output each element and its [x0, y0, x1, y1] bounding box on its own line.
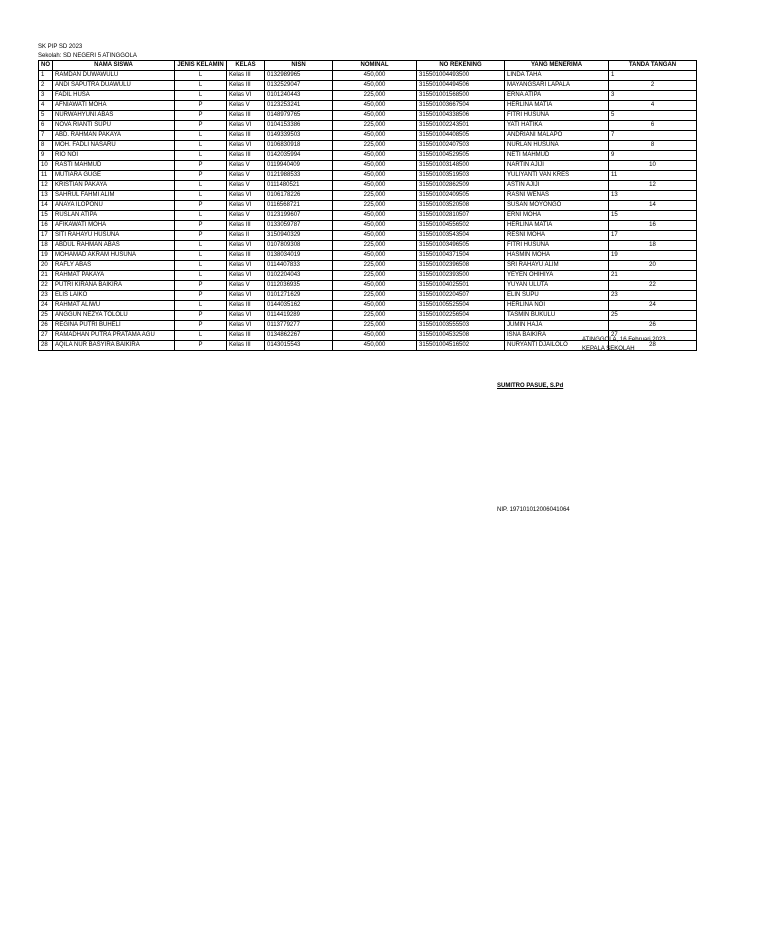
signer-name: SUMITRO PASUE, S.Pd: [497, 383, 564, 389]
cell-nisn: 0114419289: [265, 311, 333, 321]
cell-jenis-kelamin: P: [175, 111, 227, 121]
cell-no-rekening: 315501002409505: [417, 191, 505, 201]
cell-nisn: 0148979765: [265, 111, 333, 121]
cell-no: 12: [39, 181, 53, 191]
cell-no: 11: [39, 171, 53, 181]
cell-no-rekening: 315501005525504: [417, 301, 505, 311]
cell-nominal: 450,000: [333, 81, 417, 91]
cell-nisn: 0104153386: [265, 121, 333, 131]
cell-yang-menerima: HERLINA MATIA: [505, 221, 609, 231]
cell-no-rekening: 315501003519503: [417, 171, 505, 181]
cell-tanda-tangan: 22: [609, 281, 697, 291]
cell-no-rekening: 315501004371504: [417, 251, 505, 261]
table-row: [39, 291, 697, 301]
cell-yang-menerima: YATI HATIKA: [505, 121, 609, 131]
cell-kelas: Kelas VI: [227, 271, 265, 281]
cell-nominal: 225,000: [333, 291, 417, 301]
cell-tanda-tangan: 5: [609, 111, 697, 121]
cell-nominal: 450,000: [333, 211, 417, 221]
cell-tanda-tangan: 28: [609, 341, 697, 351]
cell-nisn: 0134862267: [265, 331, 333, 341]
cell-kelas: Kelas VI: [227, 291, 265, 301]
cell-jenis-kelamin: P: [175, 101, 227, 111]
column-header-no-rekening: NO REKENING: [417, 61, 505, 71]
cell-nama-siswa: RAHMAT ALIWU: [53, 301, 175, 311]
cell-tanda-tangan: 9: [609, 151, 697, 161]
cell-no-rekening: 315501004532508: [417, 331, 505, 341]
cell-jenis-kelamin: L: [175, 271, 227, 281]
table-row: [39, 121, 697, 131]
cell-nama-siswa: RAMADHAN PUTRA PRATAMA AGU: [53, 331, 175, 341]
cell-kelas: Kelas V: [227, 211, 265, 221]
cell-tanda-tangan: 27: [609, 331, 697, 341]
cell-yang-menerima: YUYAN ULUTA: [505, 281, 609, 291]
cell-kelas: Kelas II: [227, 231, 265, 241]
table-row: [39, 191, 697, 201]
signer-nip: NIP. 197101012006041064: [497, 507, 570, 513]
cell-no: 1: [39, 71, 53, 81]
cell-kelas: Kelas VI: [227, 91, 265, 101]
cell-tanda-tangan: 4: [609, 101, 697, 111]
cell-kelas: Kelas VI: [227, 321, 265, 331]
cell-no-rekening: 315501004516502: [417, 341, 505, 351]
cell-nominal: 450,000: [333, 231, 417, 241]
cell-tanda-tangan: 17: [609, 231, 697, 241]
cell-no-rekening: 315501004025501: [417, 281, 505, 291]
cell-kelas: Kelas V: [227, 161, 265, 171]
cell-yang-menerima: ISNA BAIKIRA: [505, 331, 609, 341]
table-row: [39, 261, 697, 271]
table-row: [39, 281, 697, 291]
table-row: [39, 241, 697, 251]
cell-yang-menerima: JUMIN HAJA: [505, 321, 609, 331]
cell-kelas: Kelas VI: [227, 121, 265, 131]
cell-nama-siswa: RIO NOI: [53, 151, 175, 161]
cell-yang-menerima: ERNI MOHA: [505, 211, 609, 221]
cell-no: 27: [39, 331, 53, 341]
cell-tanda-tangan: 10: [609, 161, 697, 171]
column-header-nominal: NOMINAL: [333, 61, 417, 71]
cell-tanda-tangan: 25: [609, 311, 697, 321]
table-row: [39, 311, 697, 321]
cell-nama-siswa: AQILA NUR BASYIRA BAIKIRA: [53, 341, 175, 351]
cell-nominal: 450,000: [333, 171, 417, 181]
cell-nisn: 0142035994: [265, 151, 333, 161]
cell-nominal: 450,000: [333, 331, 417, 341]
cell-kelas: Kelas VI: [227, 261, 265, 271]
cell-yang-menerima: SRI RAHAYU ALIM: [505, 261, 609, 271]
cell-tanda-tangan: 3: [609, 91, 697, 101]
cell-no: 24: [39, 301, 53, 311]
cell-tanda-tangan: 20: [609, 261, 697, 271]
cell-tanda-tangan: 21: [609, 271, 697, 281]
cell-jenis-kelamin: P: [175, 341, 227, 351]
cell-yang-menerima: YEYEN OHIHIYA: [505, 271, 609, 281]
cell-jenis-kelamin: P: [175, 281, 227, 291]
column-header-nama-siswa: NAMA SISWA: [53, 61, 175, 71]
cell-no-rekening: 315501002256504: [417, 311, 505, 321]
cell-nominal: 450,000: [333, 131, 417, 141]
table-body: [39, 71, 697, 351]
cell-jenis-kelamin: L: [175, 251, 227, 261]
cell-no: 2: [39, 81, 53, 91]
cell-yang-menerima: RESNI MOHA: [505, 231, 609, 241]
cell-kelas: Kelas V: [227, 181, 265, 191]
table-row: [39, 91, 697, 101]
cell-no: 23: [39, 291, 53, 301]
cell-nisn: 0138034019: [265, 251, 333, 261]
signer-role: KEPALA SEKOLAH: [582, 346, 635, 352]
table-row: [39, 201, 697, 211]
cell-tanda-tangan: 23: [609, 291, 697, 301]
table-row: [39, 71, 697, 81]
column-header-kelas: KELAS: [227, 61, 265, 71]
cell-nisn: 0144035162: [265, 301, 333, 311]
column-header-yang-menerima: YANG MENERIMA: [505, 61, 609, 71]
cell-no: 14: [39, 201, 53, 211]
signature-block: [582, 336, 666, 354]
cell-no: 4: [39, 101, 53, 111]
cell-jenis-kelamin: L: [175, 91, 227, 101]
cell-nama-siswa: RAHMAT PAKAYA: [53, 271, 175, 281]
cell-nisn: 0123253241: [265, 101, 333, 111]
cell-no: 19: [39, 251, 53, 261]
cell-nisn: 0106178226: [265, 191, 333, 201]
cell-no: 13: [39, 191, 53, 201]
cell-nama-siswa: ELIS LAIKO: [53, 291, 175, 301]
cell-nominal: 225,000: [333, 201, 417, 211]
cell-nisn: 0113779277: [265, 321, 333, 331]
cell-jenis-kelamin: P: [175, 291, 227, 301]
cell-nama-siswa: NURWAHYUNI ABAS: [53, 111, 175, 121]
table-row: [39, 181, 697, 191]
cell-kelas: Kelas VI: [227, 201, 265, 211]
cell-yang-menerima: LINDA TAHA: [505, 71, 609, 81]
cell-jenis-kelamin: L: [175, 141, 227, 151]
cell-nama-siswa: PUTRI KIRANA BAIKIRA: [53, 281, 175, 291]
recipient-table: [38, 60, 697, 351]
cell-tanda-tangan: 18: [609, 241, 697, 251]
cell-tanda-tangan: 7: [609, 131, 697, 141]
cell-jenis-kelamin: P: [175, 221, 227, 231]
cell-kelas: Kelas III: [227, 151, 265, 161]
cell-yang-menerima: FITRI HUSUNA: [505, 111, 609, 121]
cell-yang-menerima: NETI MAHMUD: [505, 151, 609, 161]
cell-tanda-tangan: 12: [609, 181, 697, 191]
cell-nama-siswa: ANGGUN NEZYA TOLOLU: [53, 311, 175, 321]
cell-yang-menerima: ASTIN AJIJI: [505, 181, 609, 191]
cell-nominal: 450,000: [333, 111, 417, 121]
cell-tanda-tangan: 6: [609, 121, 697, 131]
place-date: ATINGGOLA, 16 Februari 2023: [582, 337, 666, 343]
cell-no-rekening: 315501004494506: [417, 81, 505, 91]
cell-nama-siswa: AFNIAWATI MOHA: [53, 101, 175, 111]
cell-nominal: 225,000: [333, 311, 417, 321]
cell-nominal: 450,000: [333, 161, 417, 171]
cell-yang-menerima: HASMIN MOHA: [505, 251, 609, 261]
cell-tanda-tangan: 13: [609, 191, 697, 201]
column-header-jenis-kelamin: JENIS KELAMIN: [175, 61, 227, 71]
cell-nisn: 0101271629: [265, 291, 333, 301]
cell-no-rekening: 315501002862509: [417, 181, 505, 191]
cell-no-rekening: 315501004493500: [417, 71, 505, 81]
cell-no-rekening: 315501002810507: [417, 211, 505, 221]
cell-kelas: Kelas III: [227, 251, 265, 261]
cell-nama-siswa: REGINA PUTRI BUHELI: [53, 321, 175, 331]
table-row: [39, 231, 697, 241]
cell-jenis-kelamin: L: [175, 131, 227, 141]
table-row: [39, 81, 697, 91]
cell-nisn: 0111480521: [265, 181, 333, 191]
cell-jenis-kelamin: P: [175, 121, 227, 131]
cell-jenis-kelamin: L: [175, 331, 227, 341]
cell-no: 9: [39, 151, 53, 161]
cell-tanda-tangan: 24: [609, 301, 697, 311]
cell-no-rekening: 315501001568500: [417, 91, 505, 101]
cell-tanda-tangan: 1: [609, 71, 697, 81]
cell-nominal: 225,000: [333, 241, 417, 251]
cell-nisn: 0102204043: [265, 271, 333, 281]
cell-no-rekening: 315501002204507: [417, 291, 505, 301]
table-row: [39, 321, 697, 331]
cell-no: 5: [39, 111, 53, 121]
cell-nama-siswa: AFIKAWATI MOHA: [53, 221, 175, 231]
cell-yang-menerima: ERNA ATIPA: [505, 91, 609, 101]
cell-no: 17: [39, 231, 53, 241]
cell-nama-siswa: MOH. FADLI NASARU: [53, 141, 175, 151]
cell-tanda-tangan: 11: [609, 171, 697, 181]
cell-nominal: 450,000: [333, 251, 417, 261]
table-header-row: [39, 61, 697, 71]
cell-jenis-kelamin: L: [175, 81, 227, 91]
cell-nisn: 0132529047: [265, 81, 333, 91]
cell-jenis-kelamin: L: [175, 211, 227, 221]
cell-no: 10: [39, 161, 53, 171]
cell-nisn: 0106830918: [265, 141, 333, 151]
cell-nama-siswa: ABD. RAHMAN PAKAYA: [53, 131, 175, 141]
header-school: Sekolah: SD NEGERI 5 ATINGGOLA: [38, 52, 137, 59]
cell-kelas: Kelas III: [227, 301, 265, 311]
cell-kelas: Kelas III: [227, 131, 265, 141]
cell-jenis-kelamin: P: [175, 231, 227, 241]
cell-yang-menerima: FITRI HUSUNA: [505, 241, 609, 251]
cell-no-rekening: 315501003520508: [417, 201, 505, 211]
cell-nisn: 0123199607: [265, 211, 333, 221]
cell-no: 22: [39, 281, 53, 291]
cell-no: 6: [39, 121, 53, 131]
cell-no-rekening: 315501004529505: [417, 151, 505, 161]
cell-kelas: Kelas III: [227, 111, 265, 121]
cell-tanda-tangan: 15: [609, 211, 697, 221]
cell-nominal: 225,000: [333, 121, 417, 131]
cell-no: 20: [39, 261, 53, 271]
column-header-no: NO: [39, 61, 53, 71]
cell-nominal: 225,000: [333, 91, 417, 101]
cell-kelas: Kelas III: [227, 71, 265, 81]
cell-tanda-tangan: 2: [609, 81, 697, 91]
cell-nama-siswa: ANDI SAPUTRA DUAWULU: [53, 81, 175, 91]
cell-nominal: 450,000: [333, 71, 417, 81]
cell-kelas: Kelas VI: [227, 141, 265, 151]
cell-kelas: Kelas V: [227, 171, 265, 181]
cell-yang-menerima: NARTIN AJIJI: [505, 161, 609, 171]
cell-no-rekening: 315501003543504: [417, 231, 505, 241]
cell-no: 7: [39, 131, 53, 141]
cell-nominal: 450,000: [333, 341, 417, 351]
cell-nominal: 450,000: [333, 181, 417, 191]
cell-no: 28: [39, 341, 53, 351]
cell-yang-menerima: MAYANGSARI LAPALA: [505, 81, 609, 91]
cell-tanda-tangan: 26: [609, 321, 697, 331]
cell-kelas: Kelas III: [227, 81, 265, 91]
cell-no-rekening: 315501004408505: [417, 131, 505, 141]
table-row: [39, 161, 697, 171]
cell-nama-siswa: RAFLY ABAS: [53, 261, 175, 271]
cell-no-rekening: 315501002396508: [417, 261, 505, 271]
cell-no: 16: [39, 221, 53, 231]
cell-nama-siswa: MUTIARA GUGE: [53, 171, 175, 181]
cell-jenis-kelamin: P: [175, 321, 227, 331]
cell-yang-menerima: RASNI WENAS: [505, 191, 609, 201]
cell-nama-siswa: NOVA RIANTI SUPU: [53, 121, 175, 131]
cell-nama-siswa: FADIL HUSA: [53, 91, 175, 101]
cell-jenis-kelamin: P: [175, 201, 227, 211]
cell-yang-menerima: YULIYANTI VAN KRES: [505, 171, 609, 181]
cell-tanda-tangan: 14: [609, 201, 697, 211]
table-row: [39, 101, 697, 111]
cell-jenis-kelamin: L: [175, 151, 227, 161]
cell-jenis-kelamin: P: [175, 171, 227, 181]
table-row: [39, 221, 697, 231]
cell-jenis-kelamin: L: [175, 71, 227, 81]
cell-nisn: 0101240443: [265, 91, 333, 101]
cell-kelas: Kelas VI: [227, 191, 265, 201]
cell-jenis-kelamin: L: [175, 191, 227, 201]
cell-nisn: 0132989965: [265, 71, 333, 81]
cell-nominal: 450,000: [333, 151, 417, 161]
cell-kelas: Kelas VI: [227, 311, 265, 321]
document-header: [38, 43, 137, 60]
cell-yang-menerima: HERLINA NOI: [505, 301, 609, 311]
cell-kelas: Kelas V: [227, 101, 265, 111]
cell-kelas: Kelas VI: [227, 241, 265, 251]
cell-yang-menerima: HERLINA MATIA: [505, 101, 609, 111]
cell-jenis-kelamin: P: [175, 161, 227, 171]
cell-nisn: 0149339503: [265, 131, 333, 141]
header-title: SK PIP SD 2023: [38, 44, 83, 50]
cell-nama-siswa: SAHRUL FAHMI ALIM: [53, 191, 175, 201]
table-row: [39, 251, 697, 261]
cell-yang-menerima: NURLAN HUSUNA: [505, 141, 609, 151]
cell-no-rekening: 315501004556502: [417, 221, 505, 231]
cell-yang-menerima: TASMIN BUKULU: [505, 311, 609, 321]
cell-nominal: 450,000: [333, 281, 417, 291]
cell-nisn: 0112036935: [265, 281, 333, 291]
column-header-nisn: NISN: [265, 61, 333, 71]
cell-nominal: 450,000: [333, 221, 417, 231]
cell-no: 21: [39, 271, 53, 281]
cell-nama-siswa: ANAYA ILOPONU: [53, 201, 175, 211]
cell-tanda-tangan: 16: [609, 221, 697, 231]
cell-kelas: Kelas III: [227, 221, 265, 231]
cell-no-rekening: 315501003148500: [417, 161, 505, 171]
cell-nominal: 225,000: [333, 271, 417, 281]
cell-nama-siswa: ABDUL RAHMAN ABAS: [53, 241, 175, 251]
cell-no-rekening: 315501002407503: [417, 141, 505, 151]
cell-no-rekening: 315501004338506: [417, 111, 505, 121]
cell-nominal: 450,000: [333, 101, 417, 111]
cell-no-rekening: 315501003496505: [417, 241, 505, 251]
cell-nisn: 0116568721: [265, 201, 333, 211]
table-row: [39, 271, 697, 281]
cell-yang-menerima: ANDRIANI MALAPO: [505, 131, 609, 141]
cell-no: 8: [39, 141, 53, 151]
table-row: [39, 131, 697, 141]
cell-yang-menerima: SUSAN MOYONGO: [505, 201, 609, 211]
cell-no: 18: [39, 241, 53, 251]
cell-nama-siswa: RASTI MAHMUD: [53, 161, 175, 171]
cell-nominal: 225,000: [333, 141, 417, 151]
cell-jenis-kelamin: L: [175, 181, 227, 191]
cell-tanda-tangan: 19: [609, 251, 697, 261]
cell-nominal: 225,000: [333, 321, 417, 331]
cell-nisn: 0143015543: [265, 341, 333, 351]
column-header-tanda-tangan: TANDA TANGAN: [609, 61, 697, 71]
cell-no: 3: [39, 91, 53, 101]
table-row: [39, 111, 697, 121]
cell-nisn: 0119940409: [265, 161, 333, 171]
cell-nisn: 0133059787: [265, 221, 333, 231]
cell-nisn: 0114407833: [265, 261, 333, 271]
cell-jenis-kelamin: L: [175, 261, 227, 271]
cell-nisn: 0121988533: [265, 171, 333, 181]
cell-nama-siswa: MOHAMAD AKRAM HUSUNA: [53, 251, 175, 261]
table-row: [39, 211, 697, 221]
cell-nominal: 225,000: [333, 261, 417, 271]
cell-jenis-kelamin: L: [175, 241, 227, 251]
cell-nama-siswa: SITI RAHAYU HUSUNA: [53, 231, 175, 241]
table-row: [39, 301, 697, 311]
cell-no-rekening: 315501003555503: [417, 321, 505, 331]
cell-tanda-tangan: 8: [609, 141, 697, 151]
cell-nominal: 225,000: [333, 191, 417, 201]
cell-nama-siswa: RUSLAN ATIPA: [53, 211, 175, 221]
cell-nominal: 450,000: [333, 301, 417, 311]
cell-no-rekening: 315501003667504: [417, 101, 505, 111]
cell-nama-siswa: RAMDAN DUWAWULU: [53, 71, 175, 81]
cell-no-rekening: 315501002243501: [417, 121, 505, 131]
cell-jenis-kelamin: P: [175, 311, 227, 321]
cell-nisn: 0107809308: [265, 241, 333, 251]
cell-jenis-kelamin: L: [175, 301, 227, 311]
cell-kelas: Kelas III: [227, 331, 265, 341]
cell-no: 15: [39, 211, 53, 221]
cell-kelas: Kelas V: [227, 281, 265, 291]
cell-kelas: Kelas III: [227, 341, 265, 351]
table-row: [39, 141, 697, 151]
cell-yang-menerima: NURYANTI DJAILOLO: [505, 341, 609, 351]
cell-no: 25: [39, 311, 53, 321]
cell-no-rekening: 315501002393500: [417, 271, 505, 281]
table-row: [39, 151, 697, 161]
cell-nama-siswa: KRISTIAN PAKAYA: [53, 181, 175, 191]
cell-no: 26: [39, 321, 53, 331]
cell-yang-menerima: ELIN SUPU: [505, 291, 609, 301]
cell-nisn: 3150940329: [265, 231, 333, 241]
table-row: [39, 171, 697, 181]
